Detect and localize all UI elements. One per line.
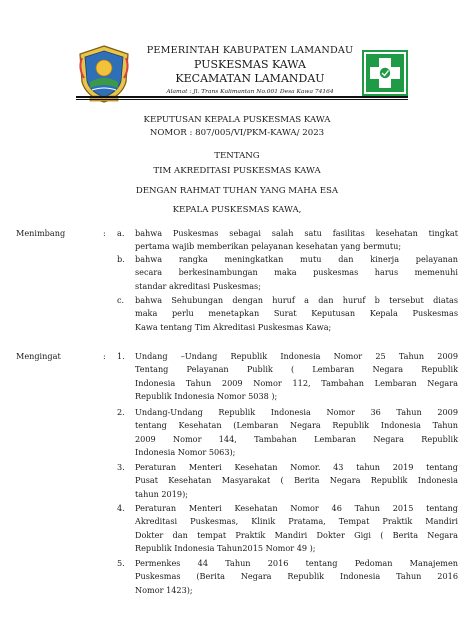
- mengingat-item-1: [135, 350, 458, 403]
- menimbang-label: Menimbang: [16, 228, 66, 238]
- letterhead-kecamatan: KECAMATAN LAMANDAU: [175, 72, 325, 85]
- text-line: Republik Indonesia Tahun2015 Nomor 49 );: [135, 542, 316, 553]
- text-line: maka perlu menetapkan Surat Keputusan Kepala Puskesmas: [135, 308, 458, 319]
- text-line: Dokter dan tempat Praktik Mandiri Dokter Gigi ( Berita Negara: [135, 529, 458, 540]
- list-marker: a.: [117, 228, 125, 238]
- text-line: bahwa Puskesmas sebagai salah satu fasilitas kesehatan tingkat: [135, 228, 458, 238]
- text-line: tentang Kesehatan (Lembaran Negara Republik Indonesia Tahun: [135, 420, 458, 431]
- text-line: Tentang Pelayanan Publik ( Lembaran Negara Republik: [135, 364, 458, 375]
- regency-crest-icon: [76, 44, 132, 104]
- list-marker: 3.: [117, 462, 125, 472]
- text-line: pertama wajib memberikan pelayanan kesehatan yang bermutu;: [135, 241, 402, 252]
- letterhead-address: Alamat : Jl. Trans Kalimantan No.001 Desa Kawa 74164: [166, 89, 334, 95]
- letterhead-rule-thin: [76, 99, 408, 100]
- text-line: Indonesia Tahun 2009 Nomor 112, Tambahan Lembaran Negara: [135, 377, 458, 388]
- list-marker: 2.: [117, 407, 125, 417]
- list-marker: c.: [117, 295, 125, 305]
- text-line: Puskesmas (Berita Negara Republik Indonesia Tahun 2016: [135, 571, 458, 582]
- puskesmas-cross-icon: [362, 50, 408, 96]
- decree-subject: TIM AKREDITASI PUSKESMAS KAWA: [153, 166, 321, 176]
- text-line: Kawa tentang Tim Akreditasi Puskesmas Kawa;: [135, 321, 332, 332]
- menimbang-colon: :: [103, 228, 106, 238]
- text-line: bahwa Sehubungan dengan huruf a dan huruf b tersebut diatas: [135, 295, 458, 305]
- letterhead-puskesmas: PUSKESMAS KAWA: [193, 58, 306, 71]
- invocation: DENGAN RAHMAT TUHAN YANG MAHA ESA: [135, 186, 339, 196]
- decree-title: KEPUTUSAN KEPALA PUSKESMAS KAWA: [143, 115, 331, 125]
- list-marker: 4.: [117, 503, 125, 513]
- mengingat-item-5: [135, 557, 458, 597]
- menimbang-item-b: [135, 253, 458, 293]
- text-line: Akreditasi Puskesmas, Klinik Pratama, Tempat Praktik Mandiri: [135, 516, 458, 527]
- text-line: Nomor 1423);: [135, 584, 193, 595]
- mengingat-label: Mengingat: [16, 351, 61, 361]
- text-line: bahwa rangka meningkatkan mutu dan kinerja pelayanan: [135, 254, 458, 264]
- mengingat-colon: :: [103, 351, 106, 361]
- tentang-heading: TENTANG: [214, 151, 260, 161]
- text-line: standar akreditasi Puskesmas;: [135, 280, 261, 291]
- letterhead-government: PEMERINTAH KABUPATEN LAMANDAU: [146, 45, 354, 56]
- issuing-official: KEPALA PUSKESMAS KAWA,: [172, 205, 302, 215]
- decree-number: NOMOR : 807/005/VI/PKM-KAWA/ 2023: [149, 128, 325, 138]
- list-marker: 5.: [117, 558, 125, 568]
- list-marker: 1.: [117, 351, 125, 361]
- text-line: Republik Indonesia Nomor 5038 );: [135, 390, 278, 401]
- letterhead: [0, 0, 474, 112]
- letterhead-rule: [76, 96, 408, 98]
- menimbang-item-a: [135, 227, 458, 254]
- text-line: Undang –Undang Republik Indonesia Nomor 25 Tahun 2009: [135, 351, 458, 361]
- text-line: Peraturan Menteri Kesehatan Nomor 46 Tahun 2015 tentang: [135, 503, 458, 513]
- mengingat-item-3: [135, 461, 458, 501]
- text-line: Undang-Undang Republik Indonesia Nomor 36 Tahun 2009: [135, 407, 458, 417]
- text-line: secara berkesinambungan maka puskesmas harus memenuhi: [135, 267, 458, 278]
- mengingat-item-2: [135, 406, 458, 459]
- text-line: Pusat Kesehatan Masyarakat ( Berita Negara Republik Indonesia: [135, 475, 458, 486]
- text-line: Peraturan Menteri Kesehatan Nomor. 43 tahun 2019 tentang: [135, 462, 458, 472]
- menimbang-item-c: [135, 294, 458, 334]
- text-line: 2009 Nomor 144, Tambahan Lembaran Negara Republik: [135, 433, 458, 444]
- text-line: Indonesia Nomor 5063);: [135, 446, 236, 457]
- text-line: Permenkes 44 Tahun 2016 tentang Pedoman Manajemen: [135, 558, 458, 568]
- list-marker: b.: [117, 254, 125, 264]
- text-line: tahun 2019);: [135, 488, 188, 499]
- mengingat-item-4: [135, 502, 458, 555]
